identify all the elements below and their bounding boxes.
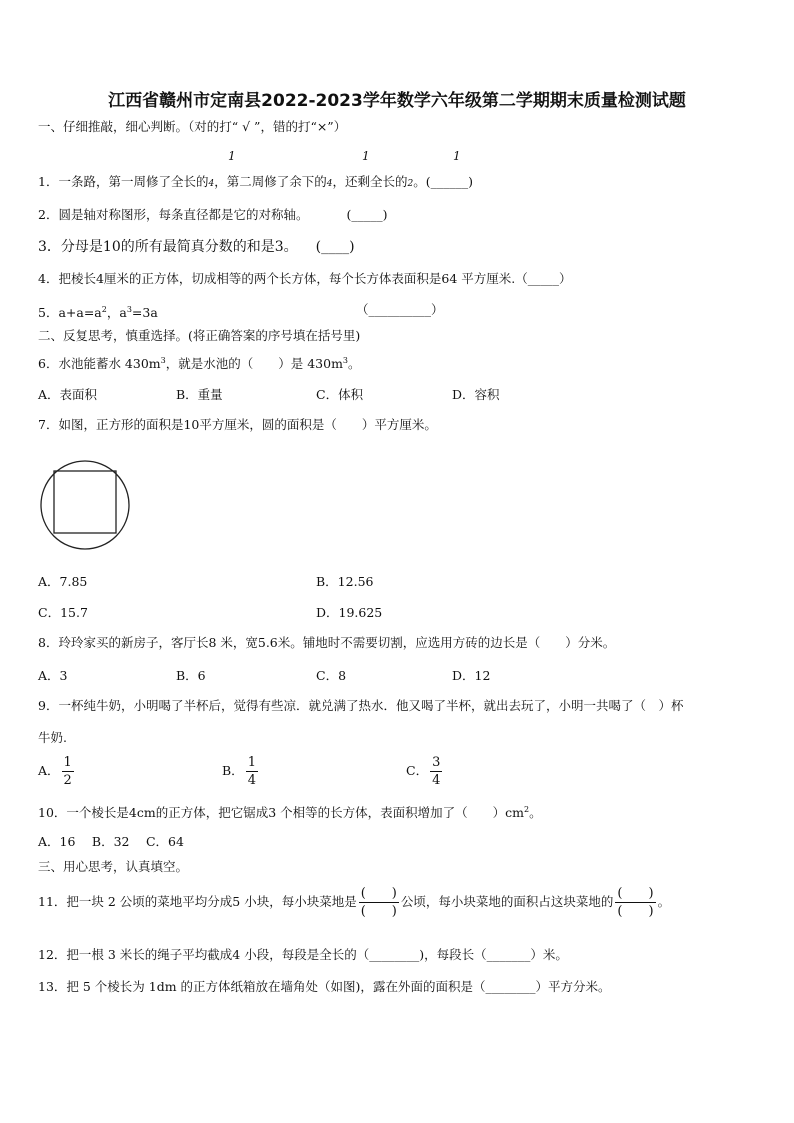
q7-option-a: A．7.85	[38, 574, 88, 589]
question-1	[38, 173, 473, 191]
q11-text-c: 。	[657, 894, 671, 909]
q9-option-a	[38, 755, 76, 788]
q9-option-b-denominator: 4	[247, 773, 256, 788]
q11-text-a: 11．把一块 2 公顷的菜地平均分成5 小块，每小块菜地是	[38, 894, 357, 909]
q11-text-b: 公顷，每小块菜地的面积占这块菜地的	[400, 894, 614, 909]
q6-option-b: B．重量	[176, 387, 223, 402]
q6-option-c: C．体积	[316, 387, 364, 402]
q5-answer-blank: （__________）	[356, 302, 444, 317]
question-10	[38, 801, 542, 822]
q9-option-b-numerator: 1	[247, 755, 256, 770]
q6-text-c: 。	[348, 356, 361, 372]
q5-text-a: 5．a+a=a	[38, 305, 102, 321]
q5-text-b: ，a	[106, 305, 127, 321]
exam-title: 江西省赣州市定南县2022-2023学年数学六年级第二学期期末质量检测试题	[108, 91, 686, 111]
q11-blank-numerator-2: ( )	[617, 886, 654, 901]
q1-part-b: ，第二周修了余下的	[214, 174, 327, 189]
q9-option-a-denominator: 2	[63, 773, 72, 788]
q8-option-a: A．3	[38, 668, 68, 683]
section-1-heading: 一、仔细推敲，细心判断。（对的打“ √ ”，错的打“×”）	[38, 119, 347, 134]
question-3	[38, 238, 355, 256]
q2-answer-blank: (_____)	[346, 207, 388, 222]
q10-exponent: 2	[524, 805, 530, 814]
q8-option-c: C．8	[316, 668, 347, 683]
question-9-line-2: 牛奶.	[38, 730, 67, 745]
q11-blank-denominator-1: ( )	[360, 904, 397, 919]
q9-option-c-fraction	[430, 755, 442, 788]
q1-fraction-numerator-3: 1	[453, 149, 461, 163]
q11-blank-fraction-2	[615, 886, 655, 919]
q5-exponent-1: 2	[101, 305, 107, 314]
question-13: 13．把 5 个棱长为 1dm 的正方体纸箱放在墙角处（如图)，露在外面的面积是（________）平方分米。	[38, 979, 611, 994]
q1-fraction-numerator-1: 1	[228, 149, 236, 163]
q1-part-a: 1．一条路，第一周修了全长的	[38, 174, 209, 189]
q9-option-c-numerator: 3	[432, 755, 441, 770]
q1-fraction-numerator-2: 1	[362, 149, 370, 163]
q11-blank-denominator-2: ( )	[617, 904, 654, 919]
q6-option-d: D．容积	[452, 387, 500, 402]
q6-exponent-2: 3	[342, 356, 349, 365]
circle-square-figure	[38, 458, 134, 552]
q5-text-c: =3a	[131, 305, 158, 321]
question-8: 8．玲玲家买的新房子，客厅长8 米，宽5.6米。铺地时不需要切割，应选用方砖的边长是（ ）分米。	[38, 635, 616, 650]
q5-exponent-2: 3	[126, 305, 132, 314]
q9-option-c-label: C．	[406, 763, 429, 778]
q10-text-a: 10．一个棱长是4cm的正方体，把它锯成3 个相等的长方体，表面积增加了（ ）cm	[38, 805, 524, 821]
q6-text-b: ，就是水池的（ ）是 430m	[165, 356, 343, 372]
q9-option-b-fraction	[246, 755, 258, 788]
q11-blank-fraction-1	[359, 886, 399, 919]
q1-denominator-3: 2	[407, 179, 414, 189]
q9-option-a-fraction	[62, 755, 74, 788]
q9-option-a-label: A．	[38, 763, 60, 778]
question-2	[38, 206, 387, 224]
q9-option-b-label: B．	[222, 763, 244, 778]
question-4: 4．把棱长4厘米的正方体，切成相等的两个长方体，每个长方体表面积是64 平方厘米.（_____）	[38, 271, 572, 286]
q1-part-d: 。(______)	[413, 174, 473, 189]
q2-text: 2．圆是轴对称图形，每条直径都是它的对称轴。	[38, 207, 309, 222]
q10-options: A．16 B．32 C．64	[38, 834, 184, 849]
q11-blank-numerator-1: ( )	[360, 886, 397, 901]
q8-option-d: D．12	[452, 668, 491, 683]
q9-option-b	[222, 755, 260, 788]
q8-option-b: B．6	[176, 668, 206, 683]
q7-option-b: B．12.56	[316, 574, 374, 589]
q3-answer-blank: (____)	[315, 239, 355, 255]
question-7: 7．如图，正方形的面积是10平方厘米，圆的面积是（ ）平方厘米。	[38, 417, 437, 432]
q6-text-a: 6．水池能蓄水 430m	[38, 356, 161, 372]
q6-exponent-1: 3	[160, 356, 166, 365]
question-5	[38, 301, 158, 322]
question-9-line-1: 9．一杯纯牛奶，小明喝了半杯后，觉得有些凉．就兑满了热水．他又喝了半杯，就出去玩了，小明一共喝了（ ）杯	[38, 698, 684, 713]
q10-text-b: 。	[529, 805, 542, 821]
q1-denominator-1: 4	[208, 179, 215, 189]
q7-option-d: D．19.625	[316, 605, 383, 620]
q1-denominator-2: 4	[326, 179, 333, 189]
q9-option-c-denominator: 4	[432, 773, 441, 788]
section-3-heading: 三、用心思考，认真填空。	[38, 859, 189, 874]
section-2-heading: 二、反复思考，慎重选择。(将正确答案的序号填在括号里)	[38, 328, 361, 343]
q7-option-c: C．15.7	[38, 605, 88, 620]
question-12: 12．把一根 3 米长的绳子平均截成4 小段，每段是全长的（________)，每段长（_______）米。	[38, 947, 568, 962]
q1-part-c: ，还剩全长的	[332, 174, 408, 189]
question-11	[38, 886, 670, 919]
q9-option-c	[406, 755, 444, 788]
q3-text: 3．分母是10的所有最简真分数的和是3。	[38, 239, 298, 255]
q9-option-a-numerator: 1	[63, 755, 72, 770]
figure-square	[54, 471, 116, 533]
question-6	[38, 352, 361, 373]
q6-option-a: A．表面积	[38, 387, 98, 402]
